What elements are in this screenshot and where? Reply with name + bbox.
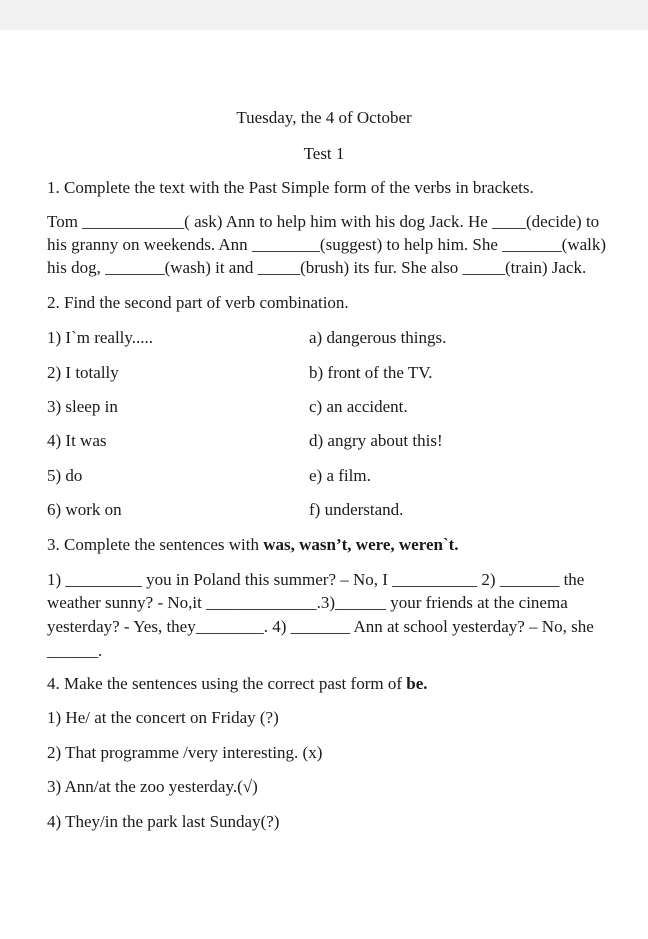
task2-instruction: 2. Find the second part of verb combination. (47, 293, 349, 312)
task3-instruction-text: 3. Complete the sentences with (47, 535, 264, 554)
task2-left-item: 5) do (47, 466, 83, 485)
task1-line: his granny on weekends. Ann ________(suggest) to help him. She _______(walk) (47, 235, 607, 254)
task4-instruction (47, 674, 428, 694)
task2-left-item: 1) I`m really..... (47, 328, 154, 347)
task2-right-item: f) understand. (309, 500, 404, 519)
task2-right-item: c) an accident. (309, 397, 408, 416)
task4-instruction-text: 4. Make the sentences using the correct past form of (47, 674, 407, 693)
task4-item: 2) That programme /very interesting. (x) (47, 743, 323, 762)
test-title: Test 1 (303, 144, 345, 163)
task3-line: ______. (47, 641, 103, 660)
task1-line: Tom ____________( ask) Ann to help him with his dog Jack. He ____(decide) to (47, 212, 600, 231)
task3-instruction (47, 535, 459, 555)
task2-left-item: 4) It was (47, 431, 107, 450)
task4-item: 4) They/in the park last Sunday(?) (47, 812, 280, 831)
task1-instruction: 1. Complete the text with the Past Simple form of the verbs in brackets. (47, 178, 534, 197)
task2-right-item: e) a film. (309, 466, 371, 485)
task3-instruction-bold: was, wasn’t, were, weren`t. (263, 535, 459, 554)
task4-item: 1) He/ at the concert on Friday (?) (47, 708, 279, 727)
date-heading: Tuesday, the 4 of October (236, 108, 412, 127)
task2-right-item: b) front of the TV. (309, 363, 433, 382)
task3-line: yesterday? - Yes, they________. 4) _______ Ann at school yesterday? – No, she (47, 617, 594, 636)
task1-line: his dog, _______(wash) it and _____(brush) its fur. She also _____(train) Jack. (47, 258, 587, 277)
task2-left-item: 6) work on (47, 500, 122, 519)
task4-item: 3) Ann/at the zoo yesterday.(√) (47, 777, 258, 796)
task2-right-item: d) angry about this! (309, 431, 443, 450)
task3-line: weather sunny? - No,it _____________.3)______ your friends at the cinema (47, 593, 568, 612)
task2-right-item: a) dangerous things. (309, 328, 447, 347)
task2-left-item: 3) sleep in (47, 397, 118, 416)
task2-left-item: 2) I totally (47, 363, 119, 382)
task4-instruction-bold: be. (406, 674, 428, 693)
task3-line: 1) _________ you in Poland this summer? – No, I __________ 2) _______ the (47, 570, 585, 589)
